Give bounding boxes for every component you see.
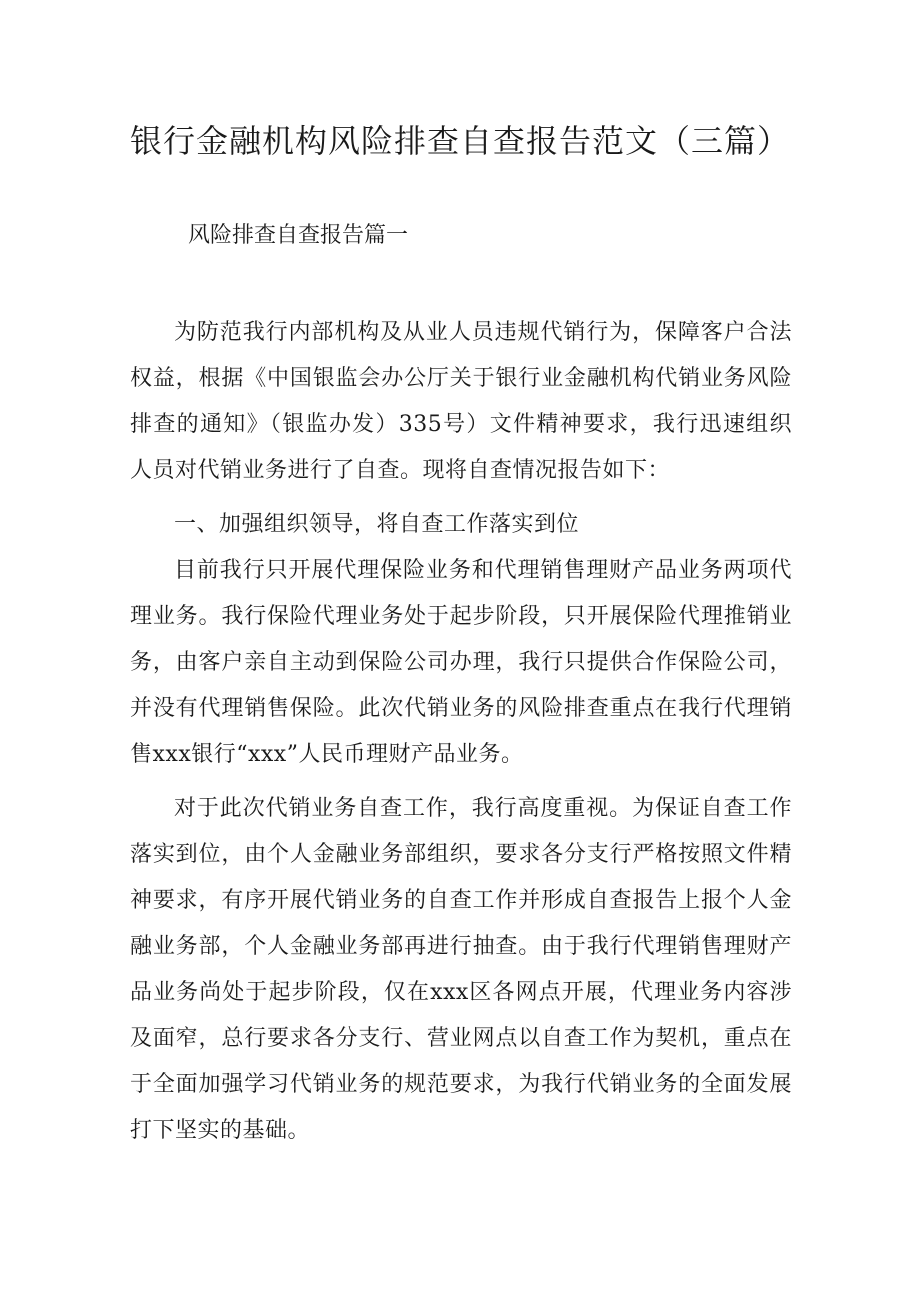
paragraph-business-scope: 目前我行只开展代理保险业务和代理销售理财产品业务两项代理业务。我行保险代理业务处于起步阶段，只开展保险代理推销业务，由客户亲自主动到保险公司办理，我行只提供合作保险公司，并没有代理销售保险。此次代销业务的风险排查重点在我行代理销售xxx银行“xxx”人民币理财产品业务。 <box>130 558 792 767</box>
paragraph-intro: 为防范我行内部机构及从业人员违规代销行为，保障客户合法权益，根据《中国银监会办公厅关于银行业金融机构代销业务风险排查的通知》（银监办发）335号）文件精神要求，我行迅速组织人员对代销业务进行了自查。现将自查情况报告如下： <box>130 320 792 483</box>
paragraph-self-inspection: 对于此次代销业务自查工作，我行高度重视。为保证自查工作落实到位，由个人金融业务部组织，要求各分支行严格按照文件精神要求，有序开展代销业务的自查工作并形成自查报告上报个人金融业务部，个人金融业务部再进行抽查。由于我行代理销售理财产品业务尚处于起步阶段，仅在xxx区各网点开展，代理业务内容涉及面窄，总行要求各分支行、营业网点以自查工作为契机，重点在于全面加强学习代销业务的规范要求，为我行代销业务的全面发展打下坚实的基础。 <box>130 796 792 1143</box>
section-title: 风险排查自查报告篇一 <box>188 223 409 248</box>
paragraph-heading-one: 一、加强组织领导，将自查工作落实到位 <box>174 512 580 537</box>
document-title: 银行金融机构风险排查自查报告范文（三篇） <box>130 122 791 160</box>
